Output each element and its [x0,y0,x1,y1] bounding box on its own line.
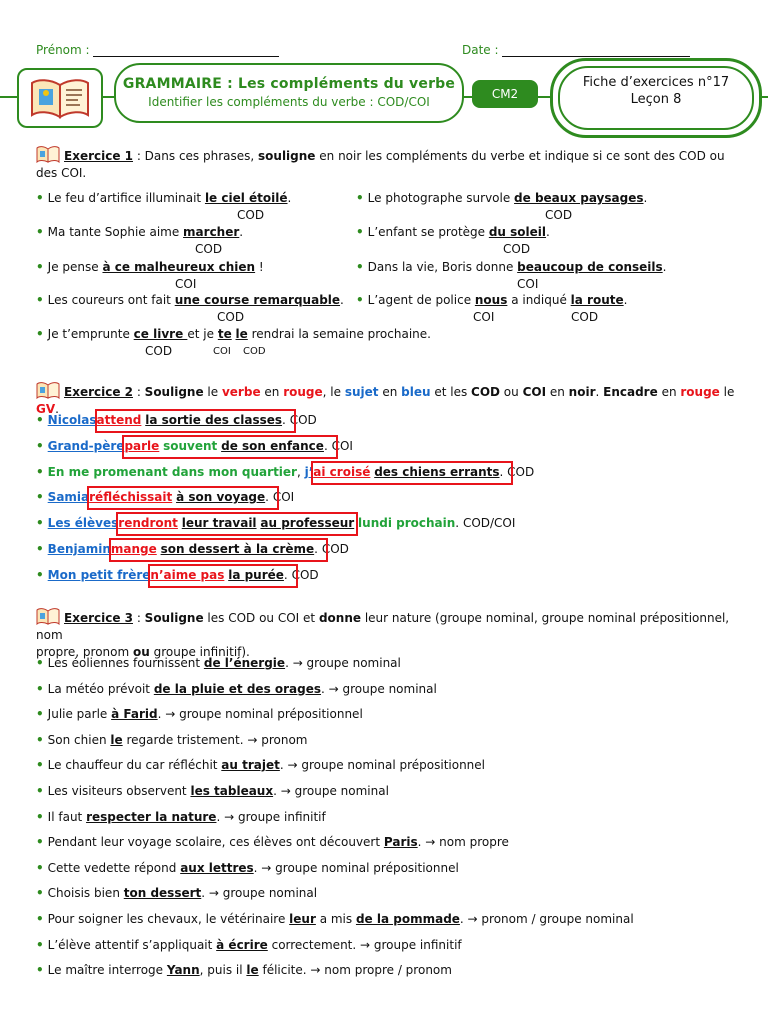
sentence-text: . [643,191,648,205]
answer-label: COI [175,277,197,291]
ex3-sentence [36,707,363,721]
sentence-text: L’agent de police [367,293,475,307]
ex2-instr-part: Encadre [603,385,658,399]
ex2-instr-part: le [719,385,735,399]
underlined-complement: le [246,963,259,978]
ex1-sentence [356,293,627,307]
ex1-title: Exercice 1 [64,149,133,163]
sentence-text: ! [255,260,264,274]
ex2-instr-part: GV [36,402,56,416]
underlined-complement: les tableaux [190,784,274,798]
ex2-instr-part: , le [322,385,345,399]
sentence-text: a indiqué [507,293,571,307]
bullet: • [356,225,364,239]
sentence-text: Son chien [47,732,111,747]
sentence-text: Je pense [47,260,103,274]
ex3-sentence [36,810,326,824]
bullet: • [36,681,44,696]
bullet: • [36,439,44,453]
ex1-sentence [356,260,667,274]
subject: Samia [47,490,90,504]
underlined-complement: à ce malheureux chien [102,260,256,274]
ex1-instr-d: des COI. [36,166,87,180]
sentence-text: Choisis bien [47,886,124,901]
ex1-sentence [36,293,344,307]
bullet: • [36,490,44,504]
punctuation: . [499,465,504,479]
underlined-complement: de beaux paysages [514,191,644,205]
bullet: • [36,465,44,479]
subject: Les élèves [47,516,119,530]
sentence-text: regarde tristement. → pronom [122,732,308,747]
ex3-instructions [36,608,748,661]
ex3-sentence [36,733,308,747]
subject: Nicolas [47,413,97,427]
answer-label: COD [321,542,349,556]
answer-label: COD [195,242,223,256]
book-small-icon [36,608,60,625]
ex1-last-u3: le [235,327,248,341]
complement-circonstanciel: lundi prochain [358,516,456,530]
answer-label: COD [545,208,573,222]
ex1-last-mid: et je [187,327,218,341]
complement: la purée [228,568,284,582]
bullet: • [36,225,44,239]
ex2-instr-part: et les [430,385,472,399]
date-blank [502,56,690,57]
bullet: • [36,912,44,926]
ex2-instr-part: noir [568,385,596,399]
answer-label: COI [272,490,295,504]
ex2-instr-part: . [595,385,604,399]
verb: rendront [118,516,178,530]
ex2-instr-part: : [133,385,145,399]
prenom-label: Prénom : [36,43,90,57]
book-small-icon [36,146,60,163]
sentence-text: . → groupe nominal [201,886,318,901]
bullet: • [36,732,44,747]
ex1-sentence [36,260,264,274]
ex1-instr-a: : Dans ces phrases, [133,149,259,163]
bullet: • [36,835,44,850]
bullet: • [356,293,364,307]
underlined-complement: Yann [166,963,200,978]
answer-label: COI [517,277,539,291]
ex2-instr-part: rouge [680,385,720,399]
title-box [114,63,464,123]
sentence-text: . → groupe nominal prépositionnel [253,860,459,875]
complement: au professeur [260,516,355,530]
sentence-text: . → groupe nominal [285,656,401,670]
punctuation: . [265,490,269,504]
ex2-instr-part: le [203,385,222,399]
sentence-text: Les éoliennes fournissent [47,656,204,670]
sentence-text: a mis [315,912,356,926]
ex3-instr-g: ou [133,645,150,659]
complement: son dessert à la crème [160,542,315,556]
sentence-text: Il faut [47,809,87,824]
verb: réfléchissait [89,490,173,504]
ex3-sentence [36,784,389,798]
date-field [462,43,690,57]
underlined-complement: du soleil [488,225,547,239]
sentence-text: La météo prévoit [47,681,154,696]
underlined-complement: de la pommade [355,912,460,926]
ex2-instr-part: ou [499,385,523,399]
ex2-instr-part: en [657,385,681,399]
answer-label: COD/COI [462,516,516,530]
ex1-last-label-1: COD [145,344,173,358]
verb: ai croisé [313,465,371,479]
ex2-instr-part: en [378,385,402,399]
bullet: • [36,293,44,307]
answer-label: COD [503,242,531,256]
level-badge: CM2 [472,80,538,108]
complement-circonstanciel: souvent [163,439,218,453]
ex2-instr-part: en [260,385,284,399]
sentence-text: Ma tante Sophie aime [47,225,184,239]
bullet: • [36,542,44,556]
sentence-text: . → nom propre [417,835,509,850]
ex3-instr-c: les COD ou COI et [203,611,319,625]
bullet: • [36,191,44,205]
ex1-sentence [356,191,647,205]
sentence-text: . → groupe nominal prépositionnel [157,707,363,722]
underlined-complement: à écrire [216,937,268,952]
complement: la sortie des classes [145,413,283,427]
ex2-instr-part: en [546,385,569,399]
complement: des chiens errants [374,465,500,479]
verb: n’aime pas [150,568,225,582]
underlined-complement: marcher [183,225,240,239]
subject: Mon petit frère [47,568,151,582]
ex3-title: Exercice 3 [64,611,133,625]
ex1-sentence [36,225,243,239]
page-subtitle: Identifier les compléments du verbe : COD/COI [148,95,430,109]
fiche-inner-border [558,66,754,130]
sentence-text: Julie parle [47,707,112,722]
ex3-sentence [36,835,509,849]
sentence-text: Pendant leur voyage scolaire, ces élèves ont découvert [47,835,384,850]
sentence-text: . [287,191,292,205]
gv-frame [148,564,297,588]
subject: Grand-père [47,439,125,453]
ex1-sentence [36,191,291,205]
sentence-text: . → groupe infinitif [216,809,326,824]
ex3-sentence [36,656,401,670]
ex3-sentence [36,886,317,900]
ex1-last-u2: te [217,327,232,341]
underlined-complement: une course remarquable [174,293,341,307]
bullet: • [356,260,364,274]
ex2-instr-part: rouge [283,385,323,399]
ex1-last-pre: Je t’emprunte [47,327,134,341]
sentence-text: L’enfant se protège [367,225,489,239]
ex1-last-u1: ce livre [133,327,188,341]
ex3-sentence [36,861,459,875]
bullet: • [36,260,44,274]
sentence-text: , puis il [199,963,247,978]
ex2-instr-part: COD [471,385,500,399]
ex2-instr-part: bleu [401,385,431,399]
ex1-last-label-2: COI [213,346,231,357]
verb: attend [96,413,142,427]
ex3-sentence [36,938,462,952]
sentence-text: . → groupe nominal [321,681,437,696]
sentence-text: . [239,225,244,239]
punctuation: . [282,413,286,427]
page-title: GRAMMAIRE : Les compléments du verbe [122,76,456,92]
bullet: • [36,707,44,722]
complement-circonstanciel: En me promenant dans mon quartier [47,465,297,479]
verb: parle [124,439,160,453]
prenom-blank [93,56,279,57]
ex1-instr-c: en noir les compléments du verbe et indique si ce sont des COD ou [315,149,725,163]
answer-label: COI [473,310,495,324]
sentence-text: . → groupe nominal prépositionnel [279,758,486,773]
sentence-text: . [340,293,344,307]
answer-label: COD [237,208,265,222]
underlined-complement: de l’énergie [203,656,286,670]
gv-frame [122,435,337,459]
sentence-text: Les visiteurs observent [47,784,191,798]
punctuation: . [314,542,318,556]
bullet: • [36,886,44,901]
complement: leur travail [181,516,257,530]
ex3-instr-d: donne [318,611,361,625]
answer-label: COD [571,310,599,324]
ex2-instr-part: COI [522,385,547,399]
gv-frame [109,538,328,562]
ex1-last-post: rendrai la semaine prochaine. [247,327,431,341]
bullet: • [36,568,44,582]
underlined-complement: le ciel étoilé [204,191,288,205]
date-label: Date : [462,43,499,57]
ex1-instr-b: souligne [258,149,316,163]
verb: mange [110,542,157,556]
sentence-text: Le chauffeur du car réfléchit [47,758,222,773]
complement: à son voyage [176,490,266,504]
ex3-instr-f: propre, pronom [36,645,134,659]
gv-frame [116,512,358,536]
ex1-sentence [356,225,550,239]
underlined-complement: de la pluie et des orages [153,681,322,696]
sentence-text: félicite. → nom propre / pronom [258,963,452,978]
punctuation: . [283,568,288,582]
answer-label: COD [289,413,317,427]
sentence-text: Les coureurs ont fait [47,293,175,307]
bullet: • [36,327,44,341]
punctuation: . [455,516,460,530]
ex3-sentence [36,758,485,772]
underlined-complement: nous [474,293,508,307]
complement: de son enfance [221,439,324,453]
sentence-text: L’élève attentif s’appliquait [47,937,217,952]
ex2-instr-part: sujet [344,385,379,399]
underlined-complement: le [110,732,123,747]
bullet: • [36,413,44,427]
bullet: • [36,937,44,952]
ex3-instr-b: Souligne [144,611,204,625]
sentence-text: . [546,225,550,239]
sentence-text: Cette vedette répond [47,860,181,875]
bullet: • [36,860,44,875]
answer-label: COD [507,465,535,479]
ex3-sentence [36,682,437,696]
book-logo [17,68,103,128]
sentence-text: correctement. → groupe infinitif [267,937,462,952]
underlined-complement: beaucoup de conseils [517,260,663,274]
ex2-title: Exercice 2 [64,385,133,399]
subject: j’ [304,465,314,479]
sentence-text: Dans la vie, Boris donne [367,260,518,274]
answer-label: COD [291,568,319,582]
underlined-complement: la route [570,293,624,307]
ex1-last-sentence [36,327,431,341]
bullet: • [36,656,44,670]
sentence-text: . [662,260,667,274]
underlined-complement: ton dessert [123,886,202,901]
bullet: • [356,191,364,205]
separator: , [296,465,305,479]
underlined-complement: au trajet [221,758,280,773]
fiche-number: Fiche d’exercices n°17 [582,75,730,90]
sentence-text: Le maître interroge [47,963,167,978]
sentence-text: Le feu d’artifice illuminait [47,191,205,205]
gv-frame [311,461,513,485]
prenom-field [36,43,279,57]
punctuation: . [323,439,328,453]
sentence-text: . [623,293,628,307]
sentence-text: . → pronom / groupe nominal [459,912,634,926]
sentence-text: . → groupe nominal [273,784,389,798]
ex3-sentence [36,963,452,977]
book-small-icon [36,382,60,399]
ex1-instructions [36,146,736,182]
underlined-complement: leur [289,912,316,926]
bullet: • [36,758,44,773]
underlined-complement: Paris [383,835,418,850]
ex3-instr-a: : [133,611,145,625]
sentence-text: Pour soigner les chevaux, le vétérinaire [47,912,290,926]
underlined-complement: aux lettres [180,860,254,875]
subject: Benjamin [47,542,111,556]
ex3-instr-e: leur nature (groupe nominal, groupe nominal prépositionnel, nom [36,611,730,642]
fiche-box [550,58,762,138]
answer-label: COI [331,439,353,453]
book-icon [30,77,90,119]
ex3-sentence [36,912,634,926]
bullet: • [36,809,44,824]
sentence-text: Le photographe survole [367,191,515,205]
ex2-instr-part: Souligne [144,385,204,399]
bullet: • [36,516,44,530]
bullet: • [36,963,44,978]
bullet: • [36,784,44,798]
answer-label: COD [217,310,245,324]
ex2-instr-part: verbe [221,385,261,399]
ex1-last-label-3: COD [243,346,266,357]
gv-frame [95,409,296,433]
ex3-instr-h: groupe infinitif). [149,645,250,659]
gv-frame [87,486,279,510]
lecon-number: Leçon 8 [630,92,682,107]
ex2-instr-part: . [55,402,59,416]
underlined-complement: respecter la nature [86,809,217,824]
underlined-complement: à Farid [111,707,158,722]
